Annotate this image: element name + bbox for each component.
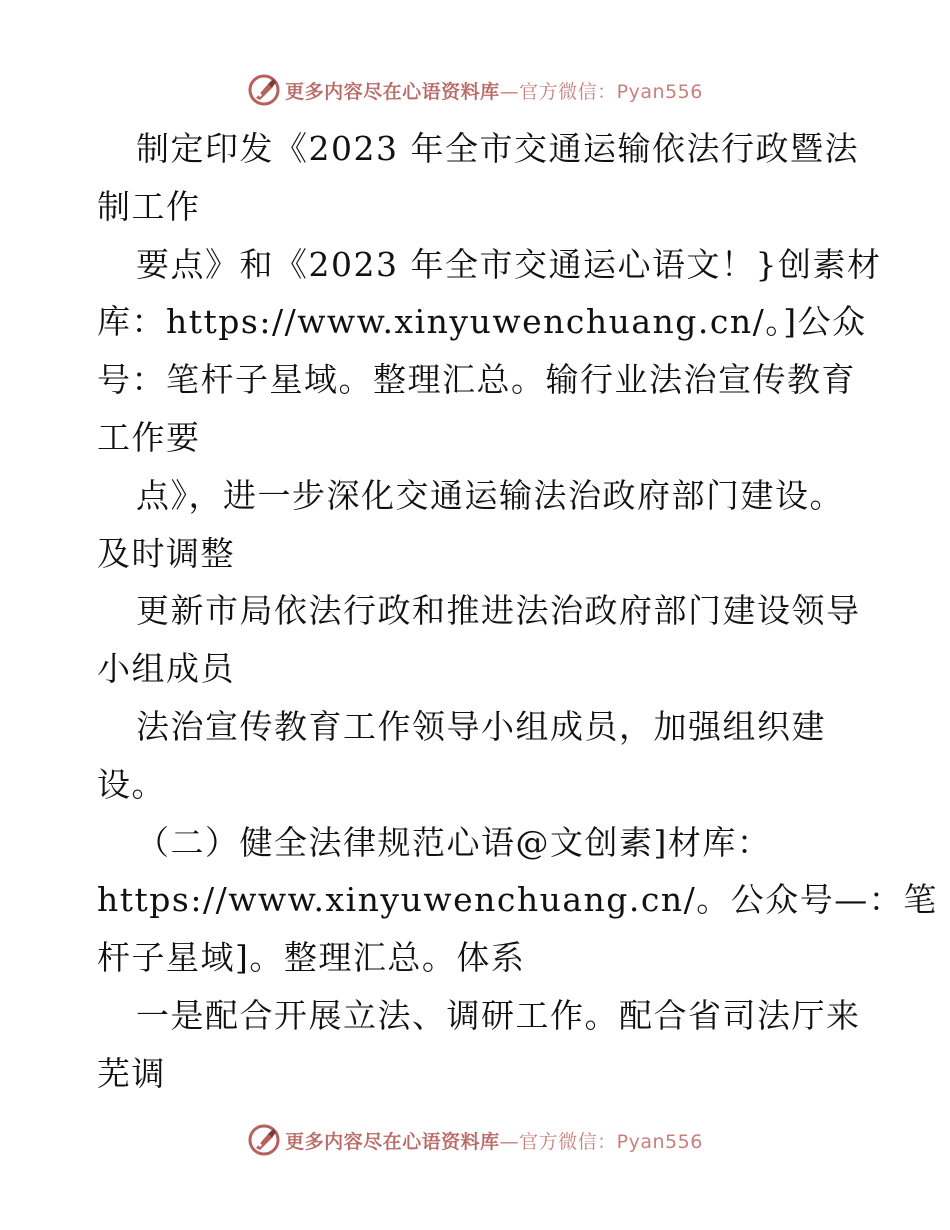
- paragraph-line: 更新市局依法行政和推进法治政府部门建设领导: [136, 591, 861, 631]
- paragraph-line: 小组成员: [97, 649, 235, 689]
- paragraph-line: 点》，进一步深化交通运输法治政府部门建设。: [136, 475, 844, 515]
- paragraph-line: 芜调: [97, 1053, 166, 1093]
- watermark-text: [285, 77, 703, 104]
- watermark-header: [0, 70, 950, 110]
- pen-nib-logo-icon: [247, 73, 281, 107]
- paragraph-line: 工作要: [97, 417, 201, 457]
- paragraph-line: 要点》和《2023 年全市交通运心语文！}创素材: [136, 244, 882, 284]
- pen-nib-logo-icon: [247, 1123, 281, 1157]
- paragraph-line: 一是配合开展立法、调研工作。配合省司法厅来: [136, 995, 861, 1035]
- watermark-text: [285, 1127, 703, 1154]
- watermark-text-main: 更多内容尽在心语资料库: [285, 80, 500, 103]
- paragraph-line: 库：https://www.xinyuwenchuang.cn/。]公众: [97, 302, 867, 342]
- paragraph-line: 制定印发《2023 年全市交通运输依法行政暨法: [136, 129, 859, 168]
- watermark-footer: [0, 1120, 950, 1160]
- section-heading-line: （二）健全法律规范心语@文创素]材库：: [136, 822, 772, 862]
- paragraph-line: 设。: [97, 764, 166, 804]
- watermark-text-contact: —官方微信：Pyan556: [499, 1130, 703, 1153]
- watermark-text-main: 更多内容尽在心语资料库: [285, 1130, 500, 1153]
- watermark-text-contact: —官方微信：Pyan556: [499, 80, 703, 103]
- paragraph-line: 号：笔杆子星域。整理汇总。输行业法治宣传教育: [97, 360, 856, 400]
- document-body: [97, 120, 938, 1103]
- paragraph-line: 制工作: [97, 186, 201, 226]
- paragraph-line: 法治宣传教育工作领导小组成员，加强组织建: [136, 706, 826, 746]
- paragraph-line: 杆子星域]。整理汇总。体系: [97, 938, 526, 978]
- paragraph-line: 及时调整: [97, 533, 235, 573]
- paragraph-line: https://www.xinyuwenchuang.cn/。公众号—：笔: [97, 880, 938, 920]
